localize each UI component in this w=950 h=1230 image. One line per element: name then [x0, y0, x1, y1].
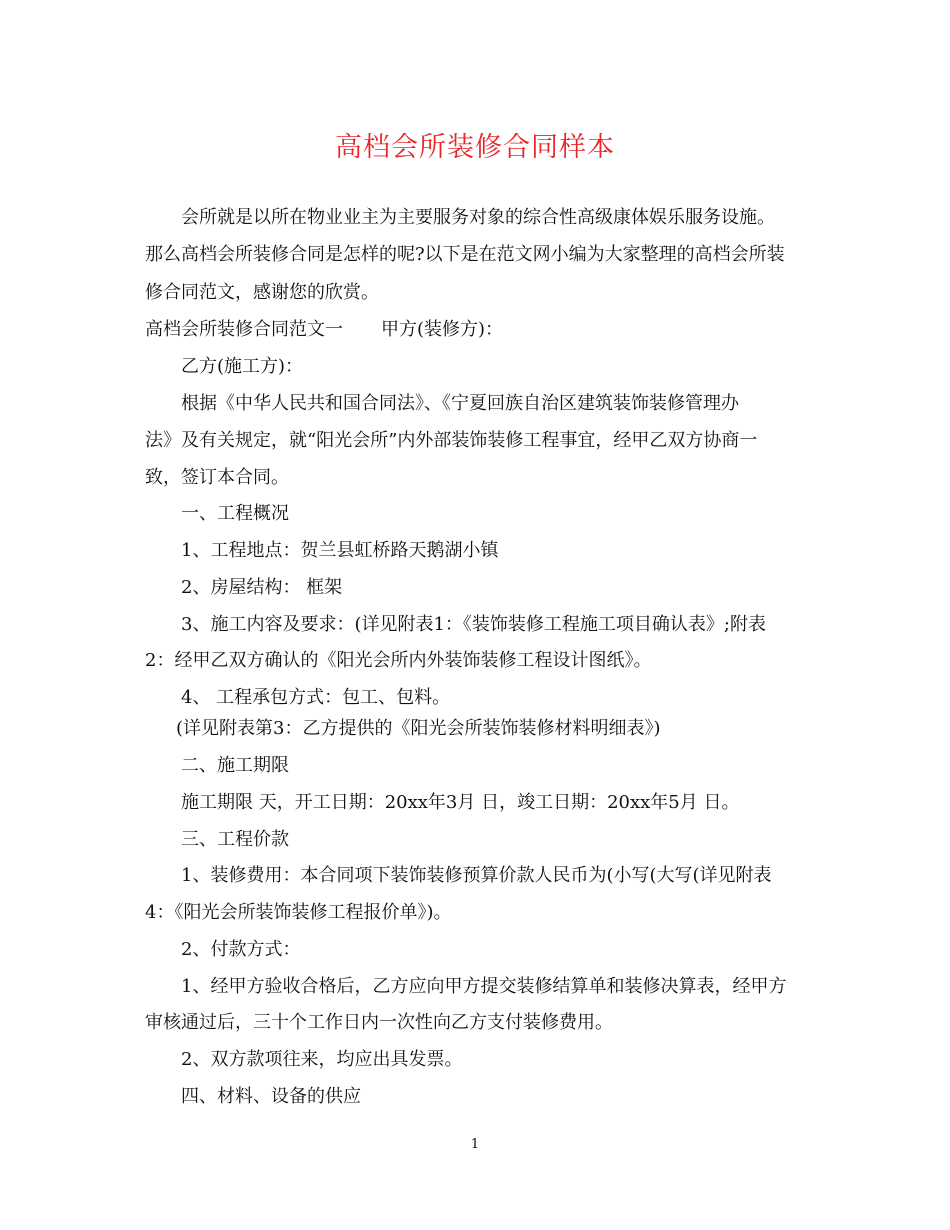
paragraph-line: 2：经甲乙双方确认的《阳光会所内外装饰装修工程设计图纸》。 — [145, 650, 652, 671]
paragraph-line: 4、 工程承包方式：包工、包料。 — [181, 687, 451, 708]
document-title: 高档会所装修合同样本 — [335, 132, 615, 163]
party-a-label: 甲方(装修方)： — [381, 319, 504, 340]
section-heading: 二、施工期限 — [181, 755, 289, 776]
page-number: 1 — [470, 1137, 480, 1152]
paragraph-line: 审核通过后，三十个工作日内一次性向乙方支付装修费用。 — [145, 1012, 613, 1033]
paragraph-line: 3、施工内容及要求：(详见附表1：《装饰装修工程施工项目确认表》;附表 — [181, 614, 766, 635]
section-heading: 一、工程概况 — [181, 503, 289, 524]
paragraph-line: 1、装修费用：本合同项下装饰装修预算价款人民币为(小写(大写(详见附表 — [181, 865, 772, 886]
paragraph-line: 那么高档会所装修合同是怎样的呢?以下是在范文网小编为大家整理的高档会所装 — [145, 244, 785, 265]
section-heading: 三、工程价款 — [181, 829, 289, 850]
paragraph-line: 致，签订本合同。 — [145, 467, 289, 488]
paragraph-line: 2、房屋结构： 框架 — [181, 577, 343, 598]
section-heading: 四、材料、设备的供应 — [181, 1086, 361, 1107]
sample-heading: 高档会所装修合同范文一 — [145, 319, 343, 340]
paragraph-line: 1、工程地点：贺兰县虹桥路天鹅湖小镇 — [181, 540, 499, 561]
paragraph-line: 根据《中华人民共和国合同法》、《宁夏回族自治区建筑装饰装修管理办 — [181, 393, 739, 414]
paragraph-line: 法》及有关规定，就“阳光会所”内外部装饰装修工程事宜，经甲乙双方协商一 — [145, 430, 758, 451]
paragraph-line: 1、经甲方验收合格后，乙方应向甲方提交装修结算单和装修决算表，经甲方 — [181, 976, 787, 997]
paragraph-line: 2、双方款项往来，均应出具发票。 — [181, 1049, 463, 1070]
paragraph-line: 4：《阳光会所装饰装修工程报价单》)。 — [145, 902, 452, 923]
party-b-label: 乙方(施工方)： — [181, 356, 304, 377]
heading-line — [145, 316, 503, 344]
paragraph-line: 施工期限 天，开工日期：20xx年3月 日，竣工日期：20xx年5月 日。 — [181, 792, 740, 813]
paragraph-line: 修合同范文，感谢您的欣赏。 — [145, 282, 379, 303]
paragraph-line: 2、付款方式： — [181, 939, 301, 960]
paragraph-line: 会所就是以所在物业业主为主要服务对象的综合性高级康体娱乐服务设施。 — [181, 207, 775, 228]
paragraph-line: (详见附表第3：乙方提供的《阳光会所装饰装修材料明细表》) — [176, 718, 661, 739]
